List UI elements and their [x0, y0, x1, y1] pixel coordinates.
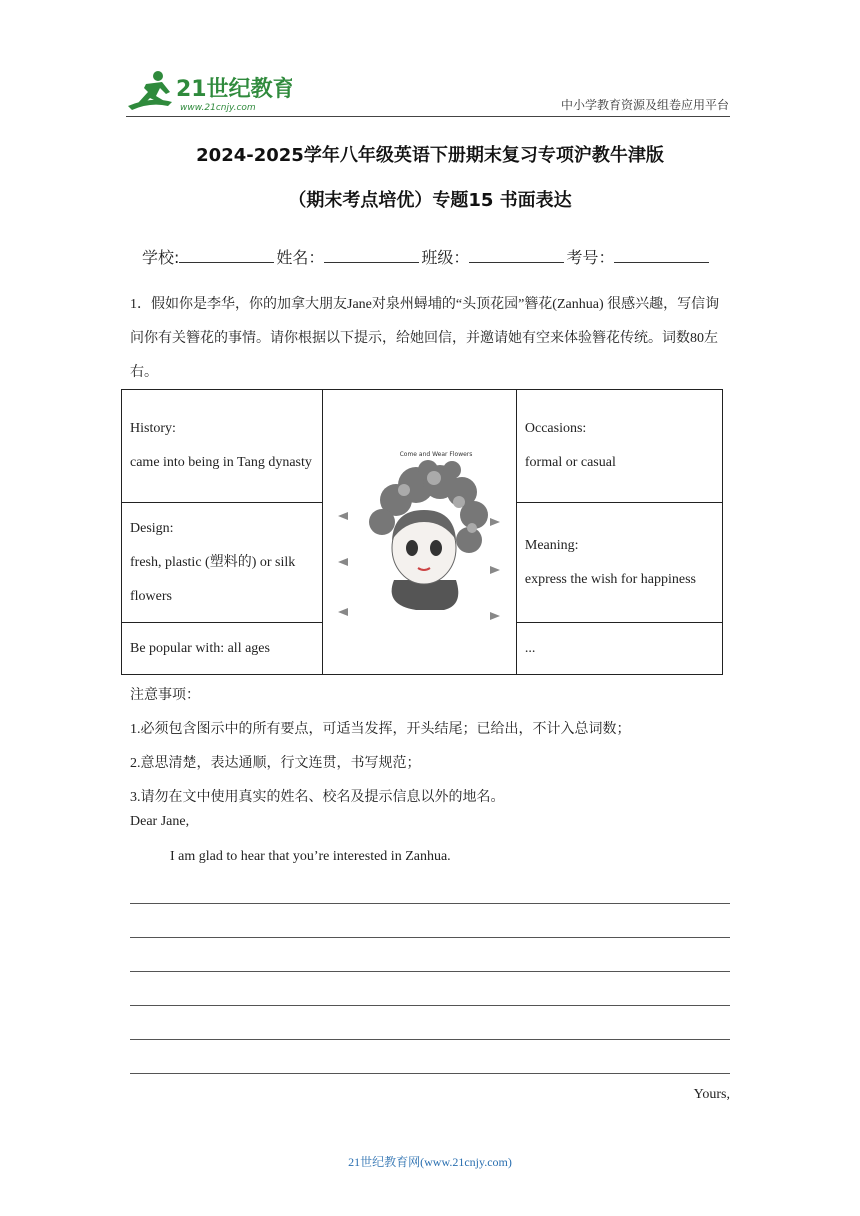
logo-url: www.21cnjy.com [180, 103, 256, 113]
note-item: 3.请勿在文中使用真实的姓名、校名及提示信息以外的地名。 [130, 790, 505, 805]
school-blank[interactable] [179, 248, 274, 263]
notes-section [130, 679, 730, 815]
note-item: 2.意思清楚，表达通顺，行文连贯，书写规范； [130, 756, 421, 771]
writing-line[interactable] [130, 1039, 730, 1040]
name-blank[interactable] [324, 248, 419, 263]
zanhua-illustration [324, 430, 514, 620]
image-caption: Come and Wear Flowers [400, 451, 473, 458]
popular-cell: Be popular with: all ages [122, 623, 323, 675]
notes-heading: 注意事项： [130, 688, 200, 703]
occasions-label: Occasions: [524, 421, 587, 436]
logo-text: 21世纪教育 [176, 77, 292, 102]
history-label: History: [130, 421, 176, 436]
occasions-cell [516, 390, 722, 503]
history-cell [122, 390, 323, 503]
letter-closing: Yours, [693, 1087, 730, 1102]
design-label: Design: [130, 520, 174, 536]
student-info [142, 245, 711, 268]
task-prompt: 1．假如你是李华，你的加拿大朋友Jane对泉州蟳埔的“头顶花园”簪花(Zanhua) 很感兴趣，写信询问你有关簪花的事情。请你根据以下提示，给她回信，并邀请她有空来体验簪花传统。词数80左右。 [130, 297, 720, 380]
footer-link[interactable]: 21世纪教育网(www.21cnjy.com) [348, 1155, 512, 1169]
design-cell [122, 503, 323, 623]
page-subtitle: （期末考点培优）专题15 书面表达 [288, 190, 572, 211]
letter-opening: I am glad to hear that you’re interested in Zanhua. [170, 849, 451, 864]
meaning-cell [516, 503, 722, 623]
history-value: came into being in Tang dynasty [130, 455, 312, 470]
occasions-value: formal or casual [524, 455, 616, 470]
platform-label: 中小学教育资源及组卷应用平台 [560, 98, 729, 112]
more-cell: ... [516, 623, 722, 675]
image-cell [323, 390, 517, 675]
logo [122, 66, 292, 116]
writing-line[interactable] [130, 937, 730, 938]
class-blank[interactable] [469, 248, 564, 263]
school-label: 学校: [142, 248, 180, 267]
hint-table [121, 389, 723, 675]
writing-line[interactable] [130, 1005, 730, 1006]
meaning-label: Meaning: [524, 537, 579, 553]
design-value: fresh, plastic (塑料的) or silk flowers [130, 554, 296, 604]
class-label: 班级： [421, 248, 470, 267]
meaning-value: express the wish for happiness [524, 571, 696, 587]
writing-line[interactable] [130, 971, 730, 972]
number-label: 考号： [566, 248, 615, 267]
page-title: 2024-2025学年八年级英语下册期末复习专项沪教牛津版 [196, 145, 664, 166]
note-item: 1.必须包含图示中的所有要点，可适当发挥，开头结尾；已给出，不计入总词数； [130, 722, 631, 737]
name-label: 姓名： [276, 248, 325, 267]
writing-line[interactable] [130, 903, 730, 904]
header-divider [126, 116, 730, 117]
letter-greeting: Dear Jane, [130, 814, 190, 829]
number-blank[interactable] [614, 248, 709, 263]
writing-line[interactable] [130, 1073, 730, 1074]
runner-logo-icon [122, 66, 292, 116]
